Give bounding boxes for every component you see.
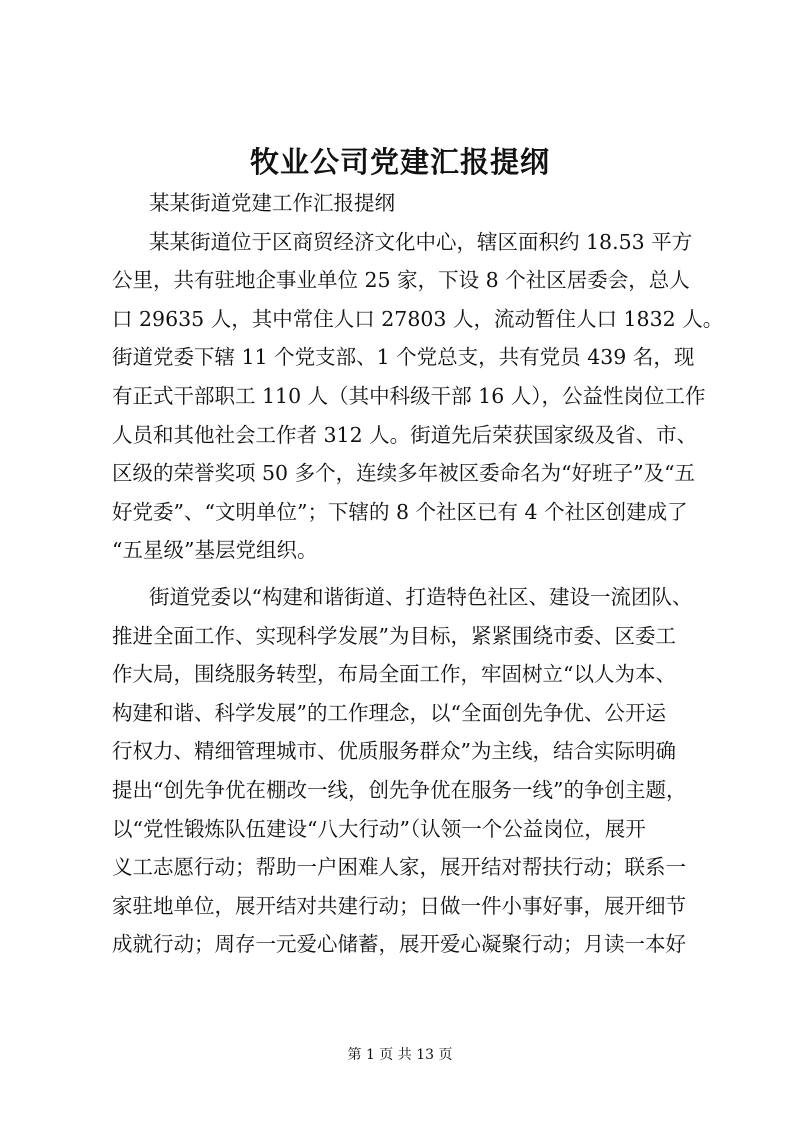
page-number-footer: 第 1 页 共 13 页 bbox=[347, 1047, 453, 1063]
paragraph-line: 提出“创先争优在棚改一线，创先争优在服务一线”的争创主题， bbox=[112, 777, 687, 802]
paragraph-2 bbox=[112, 578, 702, 964]
paragraph-line: 人员和其他社会工作者 312 人。街道先后荣获国家级及省、市、 bbox=[112, 422, 698, 447]
paragraph-1 bbox=[112, 223, 724, 570]
paragraph-line: 有正式干部职工 110 人（其中科级干部 16 人），公益性岗位工作 bbox=[112, 383, 706, 408]
paragraph-line: 行权力、精细管理城市、优质服务群众”为主线，结合实际明确 bbox=[112, 739, 676, 764]
paragraph-line: 义工志愿行动；帮助一户困难人家，展开结对帮扶行动；联系一 bbox=[112, 855, 686, 880]
paragraph-line: 构建和谐、科学发展”的工作理念，以“全面创先争优、公开运 bbox=[112, 700, 666, 725]
paragraph-gap bbox=[112, 570, 702, 578]
paragraph-line: “五星级”基层党组织。 bbox=[112, 538, 318, 563]
paragraph-line: 公里，共有驻地企事业单位 25 家，下设 8 个社区居委会，总人 bbox=[112, 268, 690, 293]
document-title: 牧业公司党建汇报提纲 bbox=[249, 145, 550, 179]
paragraph-line: 推进全面工作、实现科学发展”为目标，紧紧围绕市委、区委工 bbox=[112, 623, 676, 648]
paragraph-line: 家驻地单位，展开结对共建行动；日做一件小事好事，展开细节 bbox=[112, 893, 686, 918]
document-subtitle: 某某街道党建工作汇报提纲 bbox=[149, 191, 395, 215]
paragraph-line: 街道党委下辖 11 个党支部、1 个党总支，共有党员 439 名，现 bbox=[112, 345, 695, 370]
document-body bbox=[112, 184, 724, 964]
paragraph-line: 口 29635 人，其中常住人口 27803 人，流动暂住人口 1832 人。 bbox=[112, 306, 724, 331]
paragraph-line: 区级的荣誉奖项 50 多个，连续多年被区委命名为“好班子”及“五 bbox=[112, 461, 696, 486]
paragraph-line: 某某街道位于区商贸经济文化中心，辖区面积约 18.53 平方 bbox=[149, 229, 693, 254]
paragraph-line: 成就行动；周存一元爱心储蓄，展开爱心凝聚行动；月读一本好 bbox=[112, 932, 686, 957]
paragraph-line: 街道党委以“构建和谐街道、打造特色社区、建设一流团队、 bbox=[149, 584, 693, 609]
paragraph-line: 好党委”、“文明单位”；下辖的 8 个社区已有 4 个社区创建成了 bbox=[112, 499, 688, 524]
paragraph-line: 以“党性锻炼队伍建设“八大行动”（认领一个公益岗位，展开 bbox=[112, 816, 646, 841]
paragraph-line: 作大局，围绕服务转型，布局全面工作，牢固树立“以人为本、 bbox=[112, 662, 676, 687]
